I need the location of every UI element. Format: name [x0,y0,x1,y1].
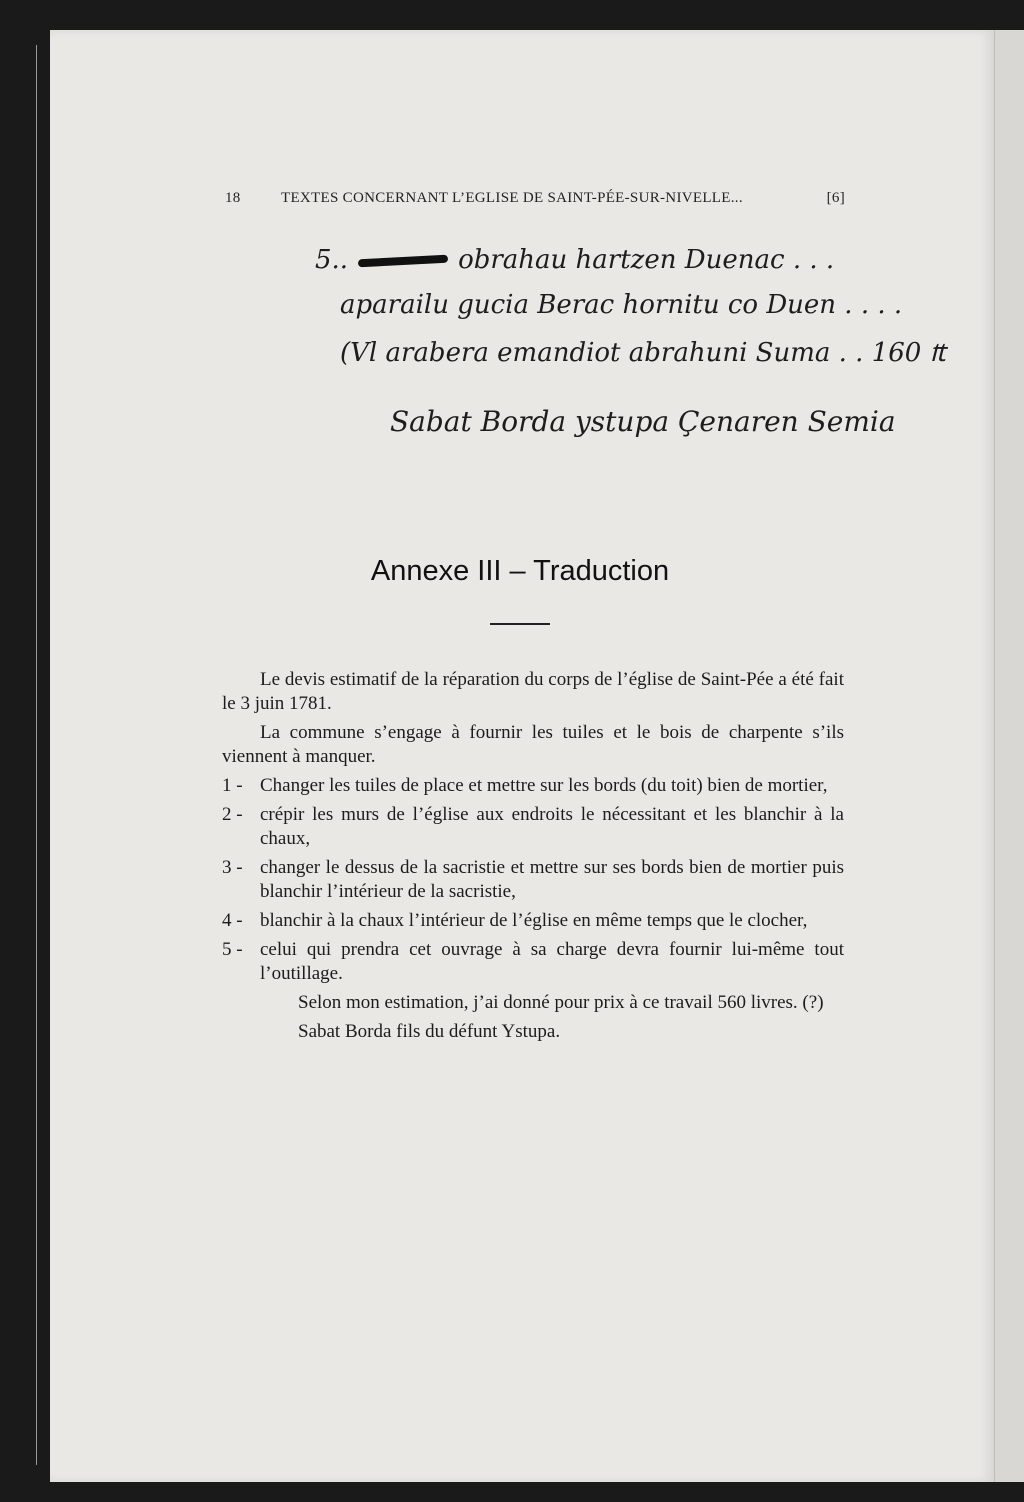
list-item-number: 4 - [222,910,243,931]
page-number: 18 [225,190,241,206]
list-item-number: 2 - [222,804,243,825]
list-item-number: 1 - [222,775,243,796]
list-item-text: blanchir à la chaux l’intérieur de l’église en même temps que le clocher, [260,910,808,931]
closing-signature: Sabat Borda fils du défunt Ystupa. [298,1021,561,1042]
list-item-text: Changer les tuiles de place et mettre sur les bords (du toit) bien de mortier, [260,775,828,796]
manuscript-line-1 [315,245,834,275]
list-item [222,774,844,798]
list-item-number: 3 - [222,857,243,878]
ink-strikeout [358,255,448,268]
list-item [222,938,844,986]
section-marker: [6] [826,190,845,206]
list-item [222,909,844,933]
manuscript-line-1-end: obrahau hartzen Duenac . . . [458,245,835,275]
list-item-number: 5 - [222,939,243,960]
paragraph-estimate: Le devis estimatif de la réparation du corps de l’église de Saint-Pée a été fait le 3 juin 1781. [222,669,844,714]
translation-text [222,668,844,1049]
handwritten-excerpt [300,245,946,445]
running-title: TEXTES CONCERNANT L’EGLISE DE SAINT-PÉE-SUR-NIVELLE... [281,190,743,206]
annex-title: Annexe III – Traduction [370,555,670,587]
paragraph-commune: La commune s’engage à fournir les tuiles et le bois de charpente s’ils viennent à manquer. [222,722,844,767]
list-item-text: changer le dessus de la sacristie et mettre sur ses bords bien de mortier puis blanchir l’intérieur de la sacristie, [260,857,844,902]
list-item-text: crépir les murs de l’église aux endroits le nécessitant et les blanchir à la chaux, [260,804,844,849]
list-item [222,803,844,851]
closing-estimation: Selon mon estimation, j’ai donné pour prix à ce travail 560 livres. (?) [298,992,824,1013]
manuscript-line-1-start: 5.. [315,245,349,275]
facing-page-edge [994,30,1024,1482]
list-item [222,856,844,904]
manuscript-signature: Sabat Borda ystupa Çenaren Semia [390,405,896,438]
manuscript-line-3: (Vl arabera emandiot abrahuni Suma . . 160 ₶ [340,338,946,368]
title-rule [490,623,550,625]
manuscript-line-2: aparailu gucia Berac hornitu co Duen . . . . [340,290,903,320]
list-item-text: celui qui prendra cet ouvrage à sa charge devra fournir lui-même tout l’outillage. [260,939,844,984]
